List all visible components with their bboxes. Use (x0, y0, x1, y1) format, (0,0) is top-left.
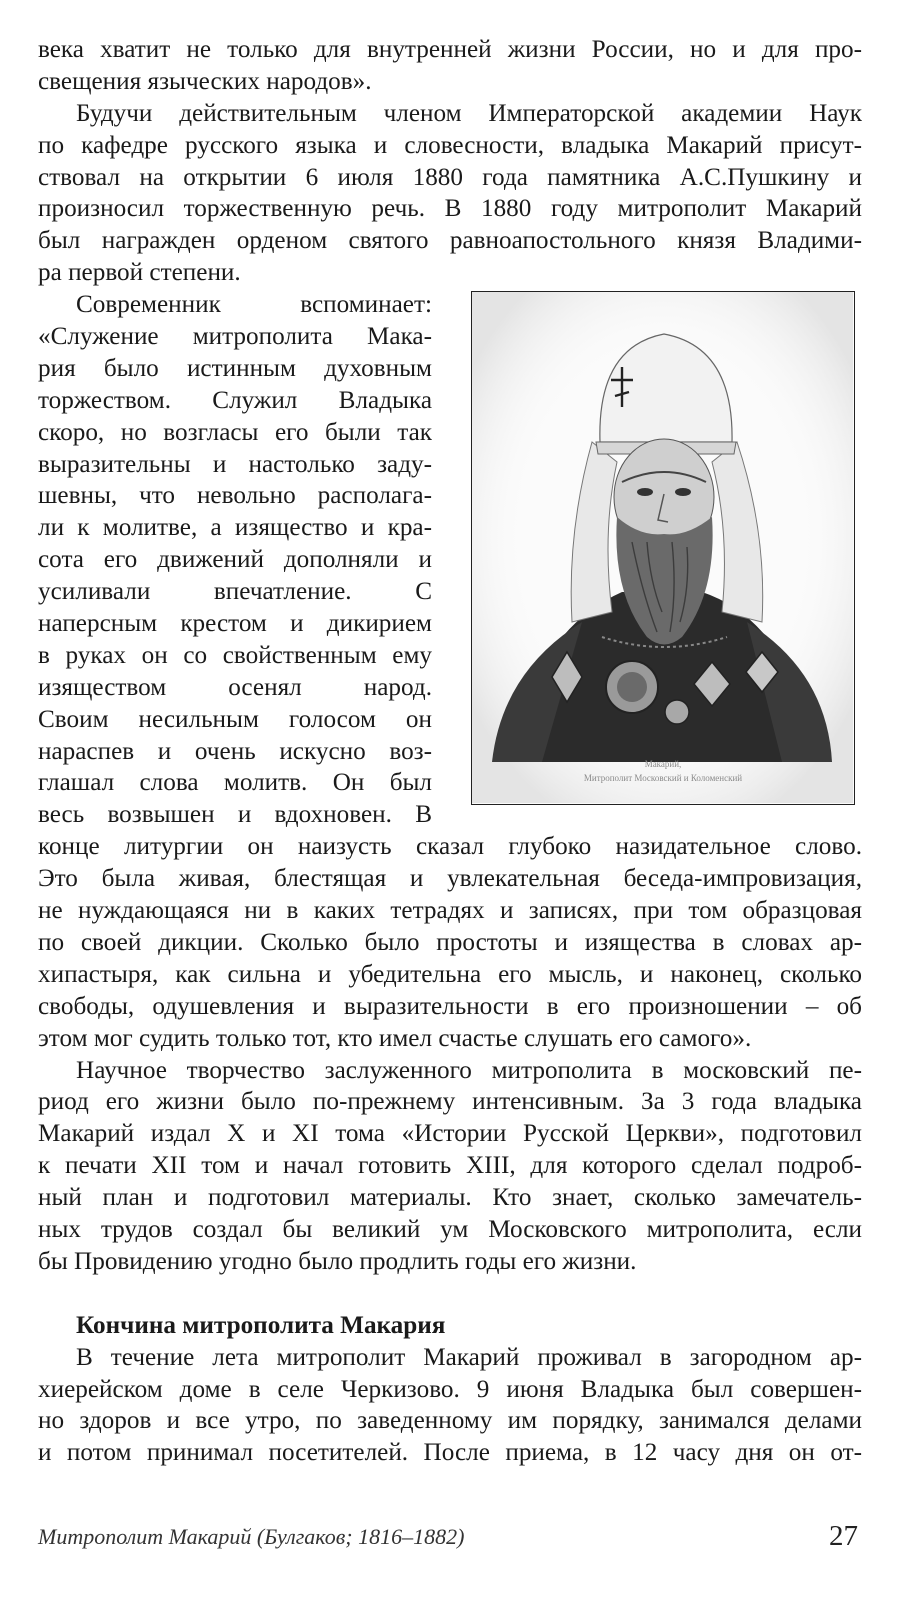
figure-caption-subtitle: Митрополит Московский и Коломенский (583, 773, 743, 784)
paragraph-group-middle (38, 831, 862, 1277)
text-line: рия было истинным духовным (38, 354, 432, 382)
text-line: конце литургии он наизусть сказал глубоко назидательное слово. (38, 833, 862, 861)
text-line: Современник вспоминает: (76, 291, 432, 319)
text-line: торжеством. Служил Владыка (38, 386, 432, 414)
text-line: к печати XII том и начал готовить XIII, для которого сделал подроб- (38, 1152, 862, 1180)
text-line: нараспев и очень искусно воз- (38, 737, 432, 765)
text-line: не нуждающаяся ни в каких тетрадях и записях, при том образцовая (38, 897, 862, 925)
figure-caption: Макарий, (644, 759, 682, 770)
text-line: Макарий издал X и XI тома «Истории Русской Церкви», подготовил (38, 1120, 862, 1148)
text-line: ный план и подготовил материалы. Кто знает, сколько замечатель- (38, 1184, 862, 1212)
portrait-figure (471, 291, 855, 805)
running-footer-title: Митрополит Макарий (Булгаков; 1816–1882) (38, 1524, 465, 1549)
text-line: в руках он со свойственным ему (38, 641, 432, 669)
text-line: был награжден орденом святого равноапостольного князя Владими- (38, 227, 862, 255)
text-line: наперсным крестом и дикирием (38, 610, 432, 638)
wrapped-section (38, 289, 862, 831)
page-footer (38, 1520, 858, 1556)
document-page (38, 34, 862, 1469)
text-line: Будучи действительным членом Императорской академии Наук (76, 99, 862, 127)
text-line: этом мог судить только тот, кто имел счастье слушать его самого». (38, 1024, 752, 1052)
text-line: скоро, но возгласы его были так (38, 418, 432, 446)
text-line: «Служение митрополита Мака- (38, 323, 432, 351)
text-line: Научное творчество заслуженного митрополита в московский пе- (76, 1056, 862, 1084)
text-line: свещения языческих народов». (38, 67, 372, 95)
text-line: свободы, одушевления и выразительности в его произношении – об (38, 992, 862, 1020)
text-line: усиливали впечатление. С (38, 578, 432, 606)
text-line: весь возвышен и вдохновен. В (38, 801, 432, 829)
section-heading: Кончина митрополита Макария (76, 1311, 446, 1339)
page-number: 27 (829, 1520, 858, 1552)
text-line: по своей дикции. Сколько было простоты и изящества в словах ар- (38, 928, 862, 956)
text-line: Своим несильным голосом он (38, 705, 432, 733)
text-line: ствовал на открытии 6 июля 1880 года памятника А.С.Пушкину и (38, 163, 862, 191)
text-line: ли к молитве, а изящество и кра- (38, 514, 432, 542)
text-line: В течение лета митрополит Макарий проживал в загородном ар- (76, 1343, 862, 1371)
text-line: ных трудов создал бы великий ум Московского митрополита, если (38, 1215, 862, 1243)
portrait-engraving (472, 292, 853, 803)
text-line: бы Провидению угодно было продлить годы его жизни. (38, 1247, 637, 1275)
text-line: по кафедре русского языка и словесности, владыка Макарий присут- (38, 131, 862, 159)
text-line: риод его жизни было по-прежнему интенсивным. За 3 года владыка (38, 1088, 862, 1116)
text-line: сота его движений дополняли и (38, 546, 432, 574)
text-line: но здоров и все утро, по заведенному им порядку, занимался делами (38, 1407, 862, 1435)
text-line: хипастыря, как сильна и убедительна его мысль, и наконец, сколько (38, 960, 862, 988)
text-line: изяществом осенял народ. (38, 673, 432, 701)
paragraph-group-top (38, 34, 862, 289)
paragraph-group-end (38, 1342, 862, 1470)
text-line: и потом принимал посетителей. После приема, в 12 часу дня он от- (38, 1439, 862, 1467)
text-line: выразительны и настолько заду- (38, 450, 432, 478)
text-line: шевны, что невольно располага- (38, 482, 432, 510)
text-line: Это была живая, блестящая и увлекательная беседа-импровизация, (38, 865, 862, 893)
text-line: ра первой степени. (38, 259, 241, 287)
text-line: хиерейском доме в селе Черкизово. 9 июня Владыка был совершен- (38, 1375, 862, 1403)
text-line: глашал слова молитв. Он был (38, 769, 432, 797)
text-line: произносил торжественную речь. В 1880 году митрополит Макарий (38, 195, 862, 223)
text-line: века хватит не только для внутренней жизни России, но и для про- (38, 36, 862, 63)
